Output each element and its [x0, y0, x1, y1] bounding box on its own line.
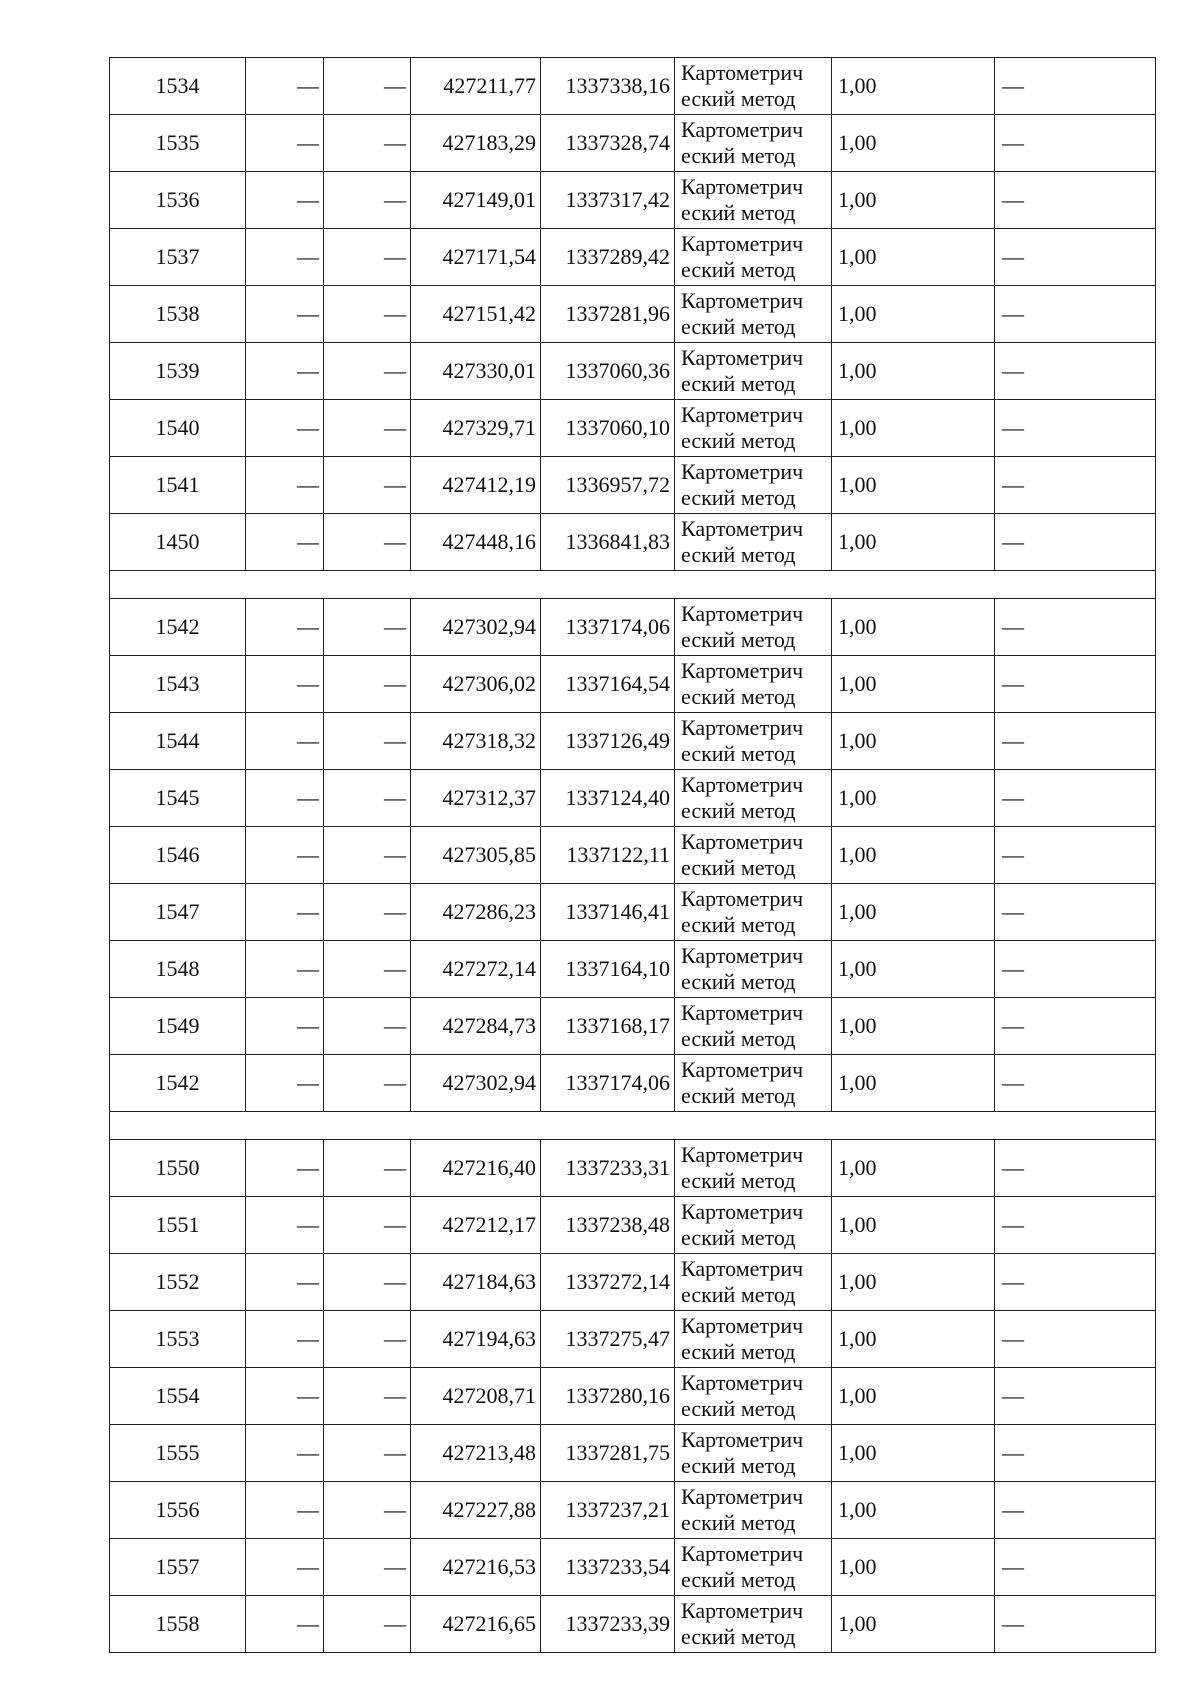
method-cell: [675, 229, 832, 286]
y-coordinate-cell: 1337317,42: [541, 172, 675, 229]
method-cell: [675, 1368, 832, 1425]
empty-value-cell: —: [324, 172, 411, 229]
method-text: Картометрич еский метод: [681, 1142, 804, 1193]
table-row: [110, 884, 1156, 941]
x-coordinate-cell: 427151,42: [411, 286, 541, 343]
y-coordinate-cell: 1337289,42: [541, 229, 675, 286]
description-cell: —: [995, 1311, 1156, 1368]
description-cell: —: [995, 713, 1156, 770]
x-coordinate-cell: 427318,32: [411, 713, 541, 770]
x-coordinate-cell: 427412,19: [411, 457, 541, 514]
method-text: Картометрич еский метод: [681, 1541, 804, 1592]
description-cell: —: [995, 827, 1156, 884]
x-coordinate-cell: 427330,01: [411, 343, 541, 400]
accuracy-cell: 1,00: [832, 1311, 995, 1368]
method-text: Картометрич еский метод: [681, 1598, 804, 1649]
description-cell: —: [995, 1055, 1156, 1112]
method-cell: [675, 656, 832, 713]
description-cell: —: [995, 941, 1156, 998]
empty-value-cell: —: [324, 884, 411, 941]
method-text: Картометрич еский метод: [681, 829, 804, 880]
accuracy-cell: 1,00: [832, 1482, 995, 1539]
empty-value-cell: —: [324, 1368, 411, 1425]
table-row: [110, 599, 1156, 656]
empty-value-cell: —: [246, 1539, 324, 1596]
accuracy-cell: 1,00: [832, 115, 995, 172]
method-text: Картометрич еский метод: [681, 60, 804, 111]
method-cell: [675, 1596, 832, 1653]
x-coordinate-cell: 427227,88: [411, 1482, 541, 1539]
point-number-cell: 1536: [110, 172, 246, 229]
point-number-cell: 1552: [110, 1254, 246, 1311]
empty-value-cell: —: [246, 229, 324, 286]
x-coordinate-cell: 427208,71: [411, 1368, 541, 1425]
empty-value-cell: —: [246, 656, 324, 713]
table-row: [110, 1254, 1156, 1311]
method-cell: [675, 286, 832, 343]
x-coordinate-cell: 427312,37: [411, 770, 541, 827]
empty-value-cell: —: [246, 1596, 324, 1653]
empty-value-cell: —: [246, 1311, 324, 1368]
empty-value-cell: —: [324, 656, 411, 713]
method-text: Картометрич еский метод: [681, 1256, 804, 1307]
empty-value-cell: —: [246, 1425, 324, 1482]
x-coordinate-cell: 427216,53: [411, 1539, 541, 1596]
table-row: [110, 229, 1156, 286]
y-coordinate-cell: 1337060,10: [541, 400, 675, 457]
description-cell: —: [995, 770, 1156, 827]
accuracy-cell: 1,00: [832, 1425, 995, 1482]
y-coordinate-cell: 1337174,06: [541, 599, 675, 656]
table-row: [110, 400, 1156, 457]
accuracy-cell: 1,00: [832, 172, 995, 229]
coordinates-table: [109, 57, 1156, 1653]
description-cell: —: [995, 400, 1156, 457]
y-coordinate-cell: 1337122,11: [541, 827, 675, 884]
table-row: [110, 1197, 1156, 1254]
description-cell: —: [995, 884, 1156, 941]
point-number-cell: 1542: [110, 1055, 246, 1112]
separator-cell: [110, 1112, 1156, 1140]
description-cell: —: [995, 1596, 1156, 1653]
y-coordinate-cell: 1337146,41: [541, 884, 675, 941]
method-text: Картометрич еский метод: [681, 1484, 804, 1535]
method-cell: [675, 1311, 832, 1368]
y-coordinate-cell: 1337164,10: [541, 941, 675, 998]
point-number-cell: 1554: [110, 1368, 246, 1425]
empty-value-cell: —: [324, 1197, 411, 1254]
empty-value-cell: —: [246, 1482, 324, 1539]
x-coordinate-cell: 427211,77: [411, 58, 541, 115]
x-coordinate-cell: 427212,17: [411, 1197, 541, 1254]
y-coordinate-cell: 1337060,36: [541, 343, 675, 400]
empty-value-cell: —: [246, 1368, 324, 1425]
accuracy-cell: 1,00: [832, 1368, 995, 1425]
x-coordinate-cell: 427302,94: [411, 599, 541, 656]
empty-value-cell: —: [246, 400, 324, 457]
empty-value-cell: —: [324, 1055, 411, 1112]
y-coordinate-cell: 1337281,75: [541, 1425, 675, 1482]
empty-value-cell: —: [324, 115, 411, 172]
point-number-cell: 1540: [110, 400, 246, 457]
method-text: Картометрич еский метод: [681, 174, 804, 225]
description-cell: —: [995, 457, 1156, 514]
accuracy-cell: 1,00: [832, 286, 995, 343]
empty-value-cell: —: [324, 58, 411, 115]
description-cell: —: [995, 599, 1156, 656]
accuracy-cell: 1,00: [832, 1197, 995, 1254]
table-row: [110, 827, 1156, 884]
y-coordinate-cell: 1337126,49: [541, 713, 675, 770]
empty-value-cell: —: [246, 58, 324, 115]
accuracy-cell: 1,00: [832, 770, 995, 827]
method-text: Картометрич еский метод: [681, 1313, 804, 1364]
method-text: Картометрич еский метод: [681, 1370, 804, 1421]
method-text: Картометрич еский метод: [681, 288, 804, 339]
point-number-cell: 1537: [110, 229, 246, 286]
x-coordinate-cell: 427302,94: [411, 1055, 541, 1112]
empty-value-cell: —: [246, 941, 324, 998]
x-coordinate-cell: 427448,16: [411, 514, 541, 571]
method-text: Картометрич еский метод: [681, 601, 804, 652]
y-coordinate-cell: 1337275,47: [541, 1311, 675, 1368]
point-number-cell: 1548: [110, 941, 246, 998]
empty-value-cell: —: [324, 400, 411, 457]
method-cell: [675, 343, 832, 400]
method-cell: [675, 941, 832, 998]
method-cell: [675, 1425, 832, 1482]
section-separator-row: [110, 1112, 1156, 1140]
accuracy-cell: 1,00: [832, 514, 995, 571]
point-number-cell: 1543: [110, 656, 246, 713]
table-row: [110, 1596, 1156, 1653]
method-cell: [675, 400, 832, 457]
table-row: [110, 172, 1156, 229]
point-number-cell: 1553: [110, 1311, 246, 1368]
description-cell: —: [995, 172, 1156, 229]
empty-value-cell: —: [246, 713, 324, 770]
point-number-cell: 1541: [110, 457, 246, 514]
description-cell: —: [995, 58, 1156, 115]
accuracy-cell: 1,00: [832, 827, 995, 884]
description-cell: —: [995, 1425, 1156, 1482]
accuracy-cell: 1,00: [832, 656, 995, 713]
section-separator-row: [110, 571, 1156, 599]
method-text: Картометрич еский метод: [681, 117, 804, 168]
description-cell: —: [995, 286, 1156, 343]
point-number-cell: 1545: [110, 770, 246, 827]
y-coordinate-cell: 1337233,54: [541, 1539, 675, 1596]
x-coordinate-cell: 427329,71: [411, 400, 541, 457]
method-cell: [675, 884, 832, 941]
y-coordinate-cell: 1337328,74: [541, 115, 675, 172]
x-coordinate-cell: 427149,01: [411, 172, 541, 229]
point-number-cell: 1549: [110, 998, 246, 1055]
point-number-cell: 1551: [110, 1197, 246, 1254]
table-row: [110, 514, 1156, 571]
point-number-cell: 1555: [110, 1425, 246, 1482]
accuracy-cell: 1,00: [832, 58, 995, 115]
empty-value-cell: —: [246, 599, 324, 656]
accuracy-cell: 1,00: [832, 713, 995, 770]
accuracy-cell: 1,00: [832, 343, 995, 400]
x-coordinate-cell: 427213,48: [411, 1425, 541, 1482]
method-cell: [675, 770, 832, 827]
method-cell: [675, 457, 832, 514]
y-coordinate-cell: 1337168,17: [541, 998, 675, 1055]
method-cell: [675, 599, 832, 656]
description-cell: —: [995, 1482, 1156, 1539]
point-number-cell: 1538: [110, 286, 246, 343]
accuracy-cell: 1,00: [832, 229, 995, 286]
empty-value-cell: —: [324, 1254, 411, 1311]
point-number-cell: 1546: [110, 827, 246, 884]
accuracy-cell: 1,00: [832, 457, 995, 514]
accuracy-cell: 1,00: [832, 1055, 995, 1112]
description-cell: —: [995, 1197, 1156, 1254]
table-row: [110, 941, 1156, 998]
table-row: [110, 1311, 1156, 1368]
empty-value-cell: —: [246, 1197, 324, 1254]
empty-value-cell: —: [324, 1140, 411, 1197]
accuracy-cell: 1,00: [832, 1596, 995, 1653]
empty-value-cell: —: [246, 514, 324, 571]
empty-value-cell: —: [324, 457, 411, 514]
method-cell: [675, 1539, 832, 1596]
y-coordinate-cell: 1337281,96: [541, 286, 675, 343]
empty-value-cell: —: [246, 172, 324, 229]
empty-value-cell: —: [324, 998, 411, 1055]
method-text: Картометрич еский метод: [681, 516, 804, 567]
point-number-cell: 1542: [110, 599, 246, 656]
point-number-cell: 1550: [110, 1140, 246, 1197]
accuracy-cell: 1,00: [832, 1539, 995, 1596]
point-number-cell: 1557: [110, 1539, 246, 1596]
method-cell: [675, 998, 832, 1055]
empty-value-cell: —: [324, 827, 411, 884]
empty-value-cell: —: [324, 514, 411, 571]
empty-value-cell: —: [324, 713, 411, 770]
method-text: Картометрич еский метод: [681, 943, 804, 994]
method-cell: [675, 58, 832, 115]
method-cell: [675, 1140, 832, 1197]
table-row: [110, 457, 1156, 514]
empty-value-cell: —: [324, 1311, 411, 1368]
table-row: [110, 713, 1156, 770]
empty-value-cell: —: [324, 286, 411, 343]
description-cell: —: [995, 1539, 1156, 1596]
method-cell: [675, 1482, 832, 1539]
empty-value-cell: —: [246, 457, 324, 514]
table-row: [110, 1425, 1156, 1482]
description-cell: —: [995, 1368, 1156, 1425]
x-coordinate-cell: 427171,54: [411, 229, 541, 286]
empty-value-cell: —: [324, 229, 411, 286]
method-text: Картометрич еский метод: [681, 715, 804, 766]
description-cell: —: [995, 1254, 1156, 1311]
empty-value-cell: —: [324, 599, 411, 656]
point-number-cell: 1450: [110, 514, 246, 571]
point-number-cell: 1535: [110, 115, 246, 172]
point-number-cell: 1544: [110, 713, 246, 770]
point-number-cell: 1556: [110, 1482, 246, 1539]
empty-value-cell: —: [324, 1539, 411, 1596]
y-coordinate-cell: 1337233,39: [541, 1596, 675, 1653]
table-row: [110, 1140, 1156, 1197]
method-cell: [675, 827, 832, 884]
empty-value-cell: —: [324, 1425, 411, 1482]
y-coordinate-cell: 1337124,40: [541, 770, 675, 827]
x-coordinate-cell: 427272,14: [411, 941, 541, 998]
method-cell: [675, 1197, 832, 1254]
accuracy-cell: 1,00: [832, 400, 995, 457]
empty-value-cell: —: [246, 343, 324, 400]
table-row: [110, 770, 1156, 827]
table-body: [110, 58, 1156, 1653]
table-row: [110, 656, 1156, 713]
y-coordinate-cell: 1337238,48: [541, 1197, 675, 1254]
description-cell: —: [995, 656, 1156, 713]
method-text: Картометрич еский метод: [681, 1199, 804, 1250]
empty-value-cell: —: [246, 1254, 324, 1311]
method-cell: [675, 1254, 832, 1311]
method-text: Картометрич еский метод: [681, 345, 804, 396]
empty-value-cell: —: [246, 827, 324, 884]
x-coordinate-cell: 427194,63: [411, 1311, 541, 1368]
empty-value-cell: —: [246, 286, 324, 343]
empty-value-cell: —: [324, 770, 411, 827]
description-cell: —: [995, 229, 1156, 286]
x-coordinate-cell: 427184,63: [411, 1254, 541, 1311]
method-cell: [675, 514, 832, 571]
empty-value-cell: —: [324, 1482, 411, 1539]
method-text: Картометрич еский метод: [681, 1427, 804, 1478]
x-coordinate-cell: 427216,40: [411, 1140, 541, 1197]
table-row: [110, 286, 1156, 343]
empty-value-cell: —: [246, 770, 324, 827]
table-row: [110, 998, 1156, 1055]
x-coordinate-cell: 427286,23: [411, 884, 541, 941]
table-row: [110, 343, 1156, 400]
accuracy-cell: 1,00: [832, 941, 995, 998]
method-cell: [675, 1055, 832, 1112]
empty-value-cell: —: [246, 115, 324, 172]
empty-value-cell: —: [324, 1596, 411, 1653]
method-text: Картометрич еский метод: [681, 1000, 804, 1051]
empty-value-cell: —: [246, 884, 324, 941]
table-row: [110, 115, 1156, 172]
x-coordinate-cell: 427183,29: [411, 115, 541, 172]
table-row: [110, 58, 1156, 115]
point-number-cell: 1558: [110, 1596, 246, 1653]
y-coordinate-cell: 1337272,14: [541, 1254, 675, 1311]
accuracy-cell: 1,00: [832, 1254, 995, 1311]
x-coordinate-cell: 427216,65: [411, 1596, 541, 1653]
description-cell: —: [995, 1140, 1156, 1197]
method-text: Картометрич еский метод: [681, 658, 804, 709]
point-number-cell: 1534: [110, 58, 246, 115]
method-cell: [675, 115, 832, 172]
y-coordinate-cell: 1336957,72: [541, 457, 675, 514]
method-cell: [675, 172, 832, 229]
empty-value-cell: —: [324, 343, 411, 400]
accuracy-cell: 1,00: [832, 599, 995, 656]
x-coordinate-cell: 427305,85: [411, 827, 541, 884]
method-text: Картометрич еский метод: [681, 772, 804, 823]
method-text: Картометрич еский метод: [681, 231, 804, 282]
empty-value-cell: —: [324, 941, 411, 998]
description-cell: —: [995, 115, 1156, 172]
method-text: Картометрич еский метод: [681, 402, 804, 453]
x-coordinate-cell: 427284,73: [411, 998, 541, 1055]
method-text: Картометрич еский метод: [681, 1057, 804, 1108]
accuracy-cell: 1,00: [832, 998, 995, 1055]
description-cell: —: [995, 998, 1156, 1055]
description-cell: —: [995, 514, 1156, 571]
point-number-cell: 1539: [110, 343, 246, 400]
y-coordinate-cell: 1337280,16: [541, 1368, 675, 1425]
y-coordinate-cell: 1337338,16: [541, 58, 675, 115]
y-coordinate-cell: 1337237,21: [541, 1482, 675, 1539]
table-row: [110, 1055, 1156, 1112]
description-cell: —: [995, 343, 1156, 400]
method-text: Картометрич еский метод: [681, 886, 804, 937]
y-coordinate-cell: 1337164,54: [541, 656, 675, 713]
y-coordinate-cell: 1337174,06: [541, 1055, 675, 1112]
method-cell: [675, 713, 832, 770]
empty-value-cell: —: [246, 998, 324, 1055]
table-row: [110, 1368, 1156, 1425]
y-coordinate-cell: 1336841,83: [541, 514, 675, 571]
y-coordinate-cell: 1337233,31: [541, 1140, 675, 1197]
accuracy-cell: 1,00: [832, 884, 995, 941]
method-text: Картометрич еский метод: [681, 459, 804, 510]
empty-value-cell: —: [246, 1140, 324, 1197]
table-row: [110, 1482, 1156, 1539]
separator-cell: [110, 571, 1156, 599]
accuracy-cell: 1,00: [832, 1140, 995, 1197]
table-row: [110, 1539, 1156, 1596]
x-coordinate-cell: 427306,02: [411, 656, 541, 713]
empty-value-cell: —: [246, 1055, 324, 1112]
point-number-cell: 1547: [110, 884, 246, 941]
